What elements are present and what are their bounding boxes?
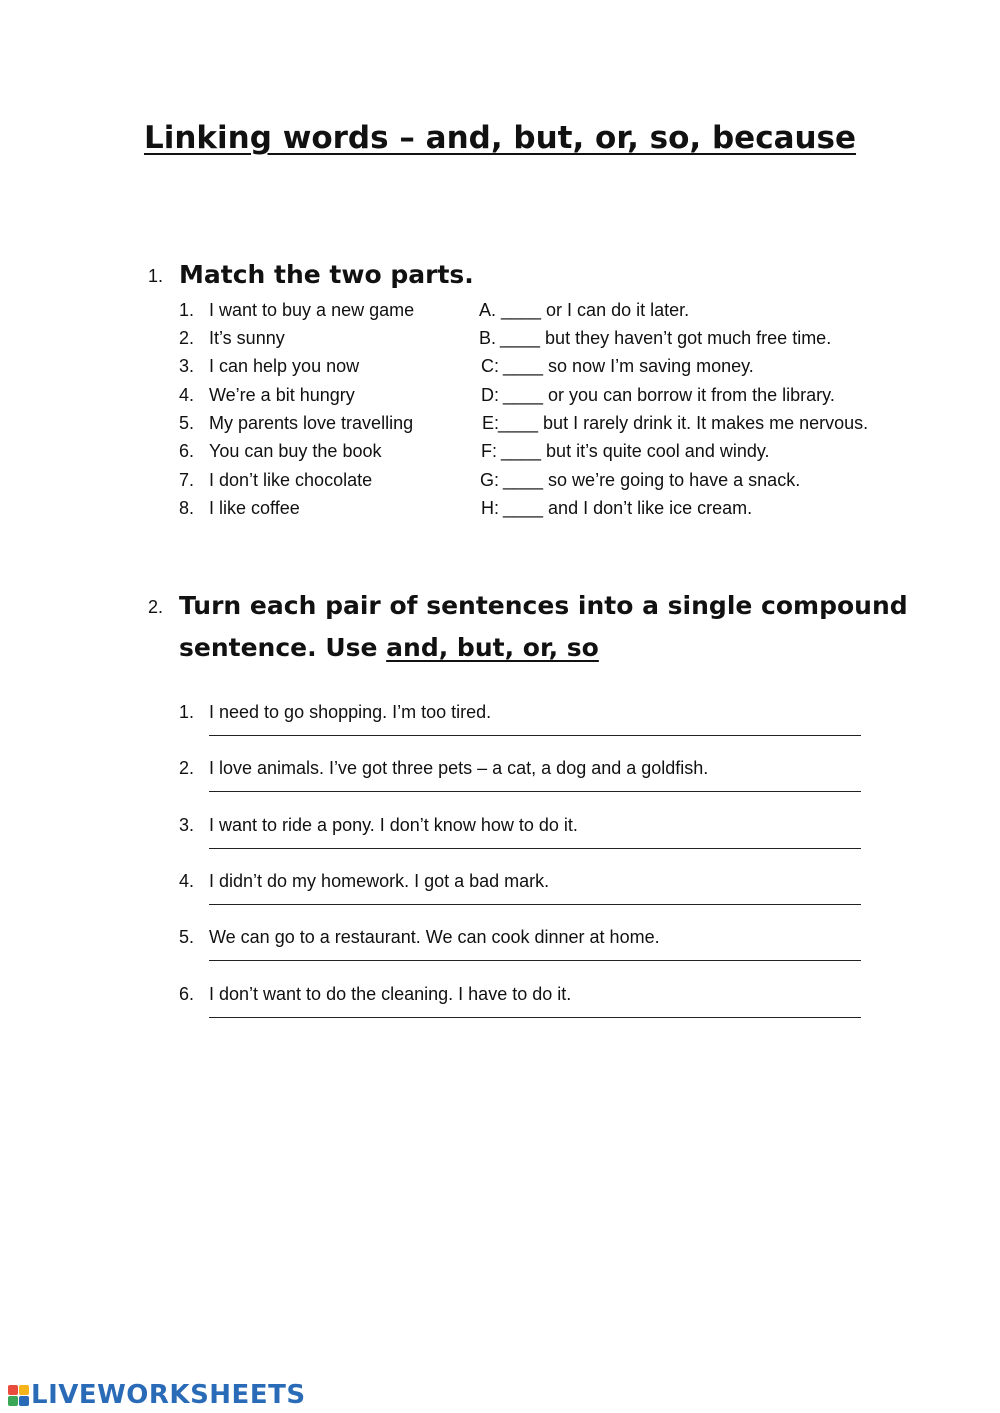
match-row [0,441,1000,467]
match-row [0,385,1000,411]
sentence-text: I don’t want to do the cleaning. I have to do it. [209,984,572,1004]
match-right-text[interactable]: ____ but I rarely drink it. It makes me nervous. [498,413,869,433]
answer-line[interactable] [209,904,861,905]
match-letter: D: [481,385,499,405]
match-left-text: I like coffee [209,498,300,518]
sentence-number: 3. [179,815,195,835]
section2-heading-line1: Turn each pair of sentences into a single compound [179,591,908,620]
answer-line[interactable] [209,1017,861,1018]
match-number: 6. [179,441,195,461]
match-right-text[interactable]: ____ but it’s quite cool and windy. [501,441,770,461]
match-number: 5. [179,413,195,433]
sentence-number: 5. [179,927,195,947]
sentence-text: I want to ride a pony. I don’t know how to do it. [209,815,578,835]
section2-heading-linkers: and, but, or, so [386,633,599,662]
match-right-text[interactable]: ____ so we’re going to have a snack. [503,470,801,490]
answer-line[interactable] [209,848,861,849]
match-left-text: You can buy the book [209,441,382,461]
sentence-number: 1. [179,702,195,722]
sentence-number: 6. [179,984,195,1004]
match-row [0,328,1000,354]
page-title: Linking words – and, but, or, so, because [143,120,857,156]
match-left-text: My parents love travelling [209,413,414,433]
match-number: 3. [179,356,195,376]
match-letter: E: [482,413,500,433]
logo-text: LIVEWORKSHEETS [31,1380,306,1410]
match-left-text: I can help you now [209,356,360,376]
match-right-text[interactable]: ____ but they haven’t got much free time. [500,328,832,348]
match-letter: A. [479,300,497,320]
sentence-text: We can go to a restaurant. We can cook dinner at home. [209,927,660,947]
match-number: 7. [179,470,195,490]
logo-blocks-icon [8,1385,29,1406]
match-right-text[interactable]: ____ and I don’t like ice cream. [503,498,753,518]
match-left-text: It’s sunny [209,328,285,348]
match-number: 8. [179,498,195,518]
section1-number: 1. [148,266,164,286]
match-left-text: We’re a bit hungry [209,385,355,405]
match-row [0,300,1000,326]
match-row [0,356,1000,382]
match-letter: H: [481,498,499,518]
sentence-text: I love animals. I’ve got three pets – a cat, a dog and a goldfish. [209,758,709,778]
match-left-text: I want to buy a new game [209,300,415,320]
match-right-text[interactable]: ____ so now I’m saving money. [503,356,754,376]
match-left-text: I don’t like chocolate [209,470,373,490]
answer-line[interactable] [209,791,861,792]
match-number: 4. [179,385,195,405]
sentence-text: I didn’t do my homework. I got a bad mark. [209,871,550,891]
match-letter: B. [479,328,497,348]
match-letter: G: [480,470,500,490]
section2-heading-prefix: sentence. Use [179,633,387,662]
sentence-number: 2. [179,758,195,778]
match-right-text[interactable]: ____ or I can do it later. [501,300,690,320]
match-letter: C: [481,356,499,376]
section2-number: 2. [148,597,164,617]
answer-line[interactable] [209,960,861,961]
answer-line[interactable] [209,735,861,736]
match-number: 1. [179,300,195,320]
match-right-text[interactable]: ____ or you can borrow it from the library. [503,385,835,405]
section2-heading-line2 [179,627,599,669]
sentence-number: 4. [179,871,195,891]
match-number: 2. [179,328,195,348]
match-row [0,498,1000,524]
liveworksheets-logo [8,1380,306,1410]
sentence-text: I need to go shopping. I’m too tired. [209,702,492,722]
match-row [0,470,1000,496]
section1-heading: Match the two parts. [179,260,474,289]
match-letter: F: [481,441,497,461]
match-row [0,413,1000,439]
